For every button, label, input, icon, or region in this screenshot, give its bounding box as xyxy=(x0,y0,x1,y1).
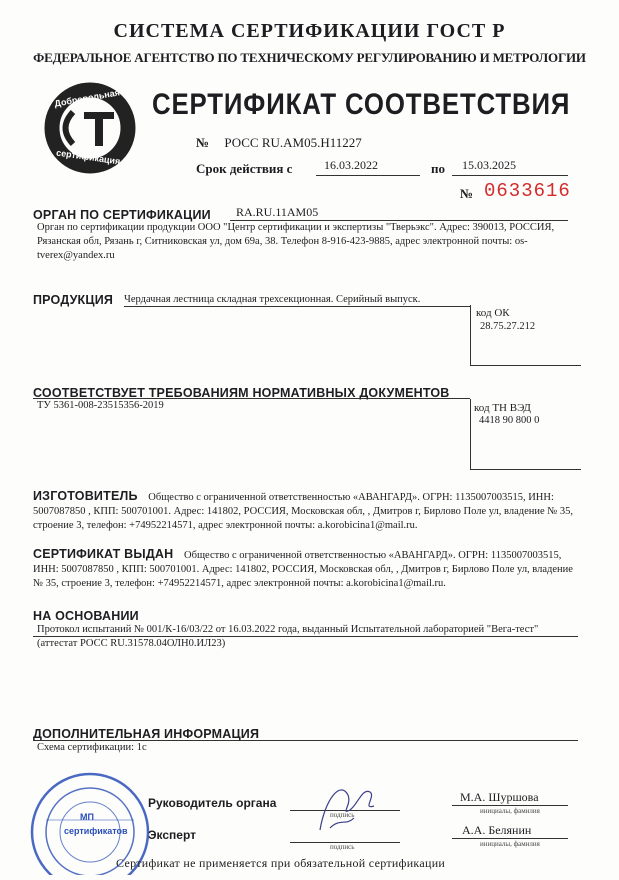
stamp-line2: сертификатов xyxy=(64,826,128,836)
additional-line xyxy=(33,740,578,741)
signature-icon xyxy=(300,770,390,840)
gost-logo xyxy=(40,82,140,174)
basis-line xyxy=(33,636,578,637)
additional-text: Схема сертификации: 1с xyxy=(37,742,147,753)
basis-text: Протокол испытаний № 001/К-16/03/22 от 16.03.2022 года, выданный Испытательной лабораторией "Вега-тест" (аттестат РОСС RU.31578.04ОЛН0.ИЛ23) xyxy=(37,624,539,649)
product-code-label: код ОК xyxy=(476,307,510,319)
requirements-text: ТУ 5361-008-23515356-2019 xyxy=(37,400,164,411)
footer-note: Сертификат не применяется при обязательной сертификации xyxy=(116,856,446,870)
requirements-code-label: код ТН ВЭД xyxy=(474,402,531,414)
product-heading: ПРОДУКЦИЯ xyxy=(33,293,114,307)
stamp-line1: МП xyxy=(80,812,94,822)
validity-to-line xyxy=(452,175,568,176)
head-name-line xyxy=(452,805,568,806)
logo-bottom-text: сертификация xyxy=(55,147,121,167)
manufacturer-heading: ИЗГОТОВИТЕЛЬ xyxy=(33,489,138,503)
manufacturer-text: Общество с ограниченной ответственностью «АВАНГАРД». ОГРН: 1135007003515, ИНН: 5007087850 , КПП: 500701001. Адрес: 141802, РОССИЯ, Московская обл, , Дмитров г, Бирлово Поле ул, владение № 35, строение 3, телефон: +74952214571, адрес электронной почты: a.korobicina1@mail.ru. xyxy=(33,492,574,531)
head-name-caption: инициалы, фамилия xyxy=(480,807,540,815)
head-label: Руководитель органа xyxy=(148,796,277,810)
expert-sign-caption: подпись xyxy=(330,843,355,851)
validity-from: 16.03.2022 xyxy=(324,158,378,172)
head-sign-caption: подпись xyxy=(330,811,355,819)
product-code-value: 28.75.27.212 xyxy=(480,321,536,332)
product-text: Чердачная лестница складная трехсекционная. Серийный выпуск. xyxy=(124,294,421,305)
issued-to-block xyxy=(33,547,585,591)
manufacturer-block xyxy=(33,489,585,533)
serial-label: № xyxy=(460,186,474,201)
requirements-heading: СООТВЕТСТВУЕТ ТРЕБОВАНИЯМ НОРМАТИВНЫХ ДОКУМЕНТОВ xyxy=(33,386,450,400)
product-line xyxy=(124,306,470,307)
system-title: СИСТЕМА СЕРТИФИКАЦИИ ГОСТ Р xyxy=(113,20,506,42)
expert-name: А.А. Белянин xyxy=(462,823,532,837)
serial-number: 0633616 xyxy=(484,180,571,202)
number-value: РОСС RU.АМ05.Н11227 xyxy=(224,135,362,150)
logo-top-text: Добровольная xyxy=(53,87,121,109)
additional-heading: ДОПОЛНИТЕЛЬНАЯ ИНФОРМАЦИЯ xyxy=(33,727,260,741)
certificate-number xyxy=(196,135,362,151)
expert-label: Эксперт xyxy=(148,828,197,842)
expert-name-line xyxy=(452,838,568,839)
document-title: СЕРТИФИКАТ СООТВЕТСТВИЯ xyxy=(152,88,571,121)
organ-code: RA.RU.11АМ05 xyxy=(236,205,319,219)
requirements-code-value: 4418 90 800 0 xyxy=(479,415,540,426)
agency-title: ФЕДЕРАЛЬНОЕ АГЕНТСТВО ПО ТЕХНИЧЕСКОМУ РЕГУЛИРОВАНИЮ И МЕТРОЛОГИИ xyxy=(33,50,586,65)
number-label: № xyxy=(196,135,210,150)
organ-text: Орган по сертификации продукции ООО "Центр сертификации и экспертизы "Тверьэкс". Адрес: 390013, РОССИЯ, Рязанская обл, Рязань г, Ситниковская ул, дом 69а, 38. Телефон 8-916-423-9885, адрес электронной почты: os-tverex@yandex.ru xyxy=(37,222,555,261)
requirements-line xyxy=(33,398,470,399)
expert-name-caption: инициалы, фамилия xyxy=(480,840,540,848)
organ-heading: ОРГАН ПО СЕРТИФИКАЦИИ xyxy=(33,208,211,222)
validity-from-line xyxy=(316,175,420,176)
head-name: М.А. Шуршова xyxy=(460,790,539,804)
validity-to-label: по xyxy=(431,161,445,176)
signature-scribble xyxy=(300,770,390,840)
validity-label: Срок действия с xyxy=(196,161,293,176)
basis-heading: НА ОСНОВАНИИ xyxy=(33,609,139,623)
issued-to-text: Общество с ограниченной ответственностью «АВАНГАРД». ОГРН: 1135007003515, ИНН: 5007087850 , КПП: 500701001. Адрес: 141802, РОССИЯ, Московская обл, , Дмитров г, Бирлово Поле ул, владение № 35, строение 3, телефон: +74952214571, адрес электронной почты: a.korobicina1@mail.ru. xyxy=(33,550,573,589)
validity-to: 15.03.2025 xyxy=(462,158,516,172)
issued-to-heading: СЕРТИФИКАТ ВЫДАН xyxy=(33,547,174,561)
